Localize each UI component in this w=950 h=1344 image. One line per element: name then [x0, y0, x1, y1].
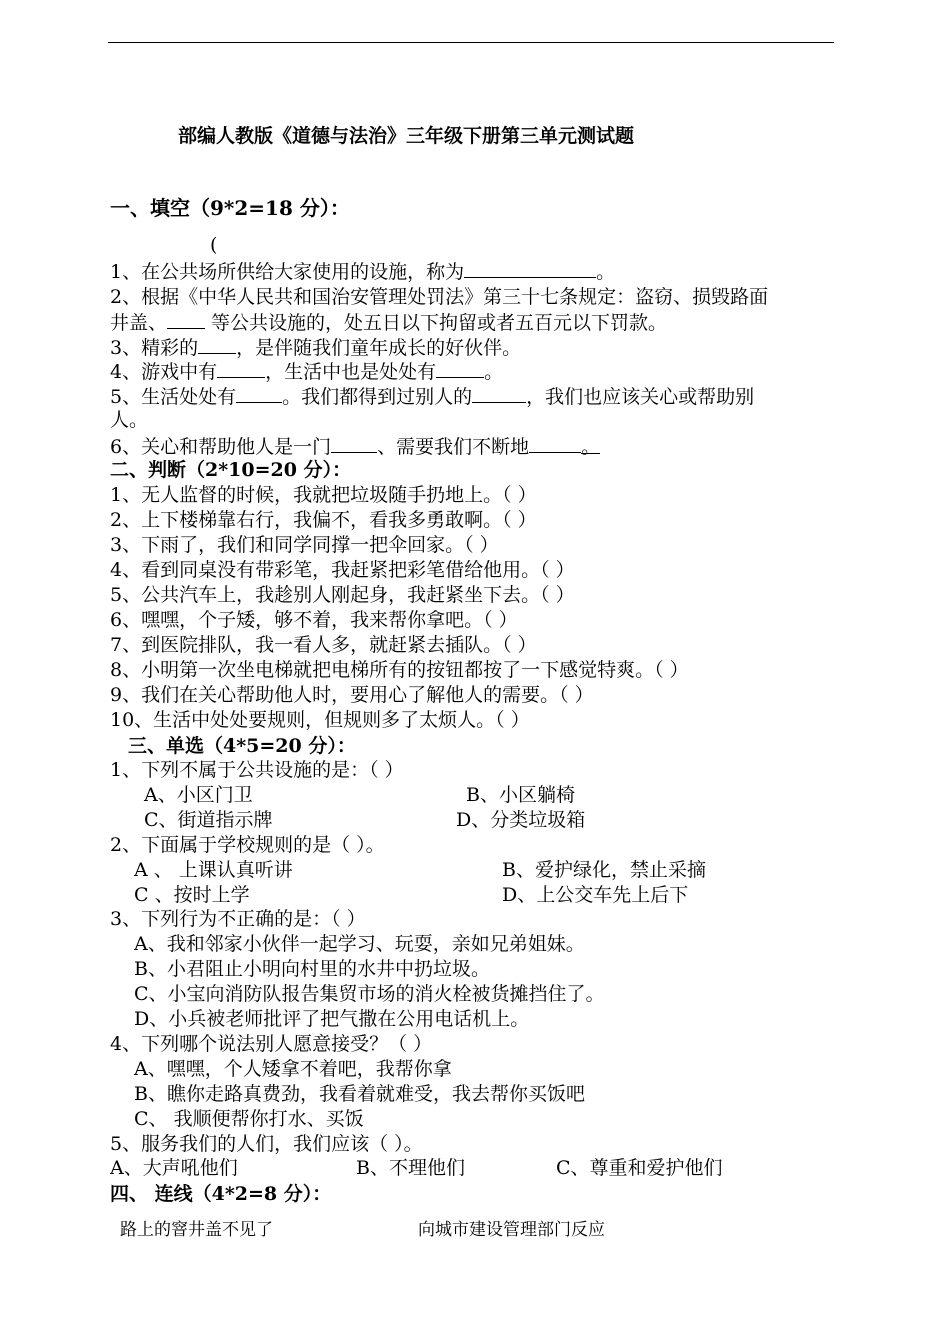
fill-q3: 3、精彩的 ，是伴随我们童年成长的好伙伴。 — [110, 337, 522, 359]
judge-item-7: 7、到医院排队，我一看人多，就赶紧去插队。（ ） — [110, 634, 537, 656]
choice-q5-stem: 5、服务我们的人们，我们应该（ ）。 — [110, 1133, 423, 1155]
fill-q5-line2: 人。 — [110, 409, 149, 431]
match-left-item-1[interactable]: 路上的窨井盖不见了 — [120, 1220, 273, 1240]
choice-q3-stem: 3、下列行为不正确的是：（ ） — [110, 908, 366, 930]
fill-q5-line1: 5、生活处处有 。我们都得到过别人的 ，我们也应该关心或帮助别 — [110, 386, 755, 408]
fill-q2-line1: 2、根据《中华人民共和国治安管理处罚法》第三十七条规定：盗窃、损毁路面 — [110, 286, 769, 308]
fill-q6: 6、关心和帮助他人是一门 、需要我们不断地 。 — [110, 436, 601, 458]
section-2-heading: 二、判断（2*10=20 分）： — [110, 459, 352, 481]
fill-q5-blank-2[interactable] — [472, 384, 526, 403]
choice-q5-option-c: C、尊重和爱护他们 — [556, 1157, 723, 1179]
fill-q6-blank-1[interactable] — [331, 434, 377, 453]
choice-q4-stem: 4、下列哪个说法别人愿意接受？（ ） — [110, 1033, 433, 1055]
choice-q5-option-a: A、大声吼他们 — [110, 1157, 238, 1179]
choice-q1-option-a: A、小区门卫 — [144, 784, 253, 806]
choice-q1-option-c: C、街道指示牌 — [144, 809, 273, 831]
judge-item-3: 3、下雨了，我们和同学同撑一把伞回家。（ ） — [110, 534, 499, 556]
judge-item-6: 6、嘿嘿，个子矮，够不着，我来帮你拿吧。（ ） — [110, 609, 518, 631]
fill-q2-blank[interactable] — [167, 310, 205, 329]
fill-q1: 1、在公共场所供给大家使用的设施，称为 。 — [110, 261, 616, 283]
choice-q1-option-d: D、分类垃圾箱 — [456, 809, 586, 831]
stray-paren: ( — [210, 234, 218, 256]
fill-q1-blank[interactable] — [464, 259, 596, 278]
choice-q2-option-d: D、上公交车先上后下 — [502, 884, 689, 906]
fill-q1-text: 1、在公共场所供给大家使用的设施，称为 — [110, 261, 465, 283]
section-4-heading: 四、 连线（4*2=8 分）： — [110, 1183, 332, 1205]
choice-q4-option-c: C、 我顺便帮你打水、买饭 — [134, 1108, 364, 1130]
fill-q2-line2: 井盖、 等公共设施的，处五日以下拘留或者五百元以下罚款。 — [110, 312, 668, 334]
fill-q4: 4、游戏中有 ，生活中也是处处有 。 — [110, 361, 504, 383]
judge-item-10: 10、生活中处处要规则，但规则多了太烦人。（ ） — [110, 709, 530, 731]
choice-q4-option-b: B、瞧你走路真费劲，我看着就难受，我去帮你买饭吧 — [134, 1083, 585, 1105]
judge-item-8: 8、小明第一次坐电梯就把电梯所有的按钮都按了一下感觉特爽。（ ） — [110, 659, 689, 681]
header-rule — [108, 42, 834, 43]
choice-q5-option-b: B、不理他们 — [356, 1157, 465, 1179]
match-right-item-1[interactable]: 向城市建设管理部门反应 — [418, 1220, 605, 1240]
choice-q3-option-d: D、小兵被老师批评了把气撒在公用电话机上。 — [134, 1008, 530, 1030]
choice-q2-option-b: B、爱护绿化，禁止采摘 — [502, 859, 706, 881]
choice-q2-stem: 2、下面属于学校规则的是（ ）。 — [110, 834, 385, 856]
choice-q1-option-b: B、小区躺椅 — [466, 784, 575, 806]
choice-q2-option-a: A 、 上课认真听讲 — [134, 859, 293, 881]
choice-q2-option-c: C 、按时上学 — [134, 884, 250, 906]
choice-q3-option-a: A、我和邻家小伙伴一起学习、玩耍，亲如兄弟姐妹。 — [134, 933, 585, 955]
judge-item-1: 1、无人监督的时候，我就把垃圾随手扔地上。（ ） — [110, 484, 537, 506]
choice-q3-option-c: C、小宝向消防队报告集贸市场的消火栓被货摊挡住了。 — [134, 983, 605, 1005]
page-title: 部编人教版《道德与法治》三年级下册第三单元测试题 — [178, 125, 635, 147]
fill-q4-blank-2[interactable] — [436, 359, 484, 378]
fill-q5-blank-1[interactable] — [236, 384, 282, 403]
fill-q4-blank-1[interactable] — [217, 359, 265, 378]
choice-q4-option-a: A、嘿嘿，个人矮拿不着吧，我帮你拿 — [134, 1058, 452, 1080]
section-3-heading: 三、单选（4*5=20 分）： — [128, 735, 356, 757]
judge-item-9: 9、我们在关心帮助他人时，要用心了解他人的需要。（ ） — [110, 684, 594, 706]
section-1-heading: 一、填空（9*2=18 分）： — [110, 196, 350, 220]
fill-q6-blank-2[interactable] — [529, 434, 581, 453]
judge-item-2: 2、上下楼梯靠右行，我偏不，看我多勇敢啊。（ ） — [110, 509, 537, 531]
judge-item-4: 4、看到同桌没有带彩笔，我赶紧把彩笔借给他用。（ ） — [110, 559, 575, 581]
fill-q3-blank[interactable] — [198, 335, 236, 354]
choice-q3-option-b: B、小君阻止小明向村里的水井中扔垃圾。 — [134, 958, 490, 980]
judge-item-5: 5、公共汽车上，我趁别人刚起身，我赶紧坐下去。（ ） — [110, 584, 575, 606]
choice-q1-stem: 1、下列不属于公共设施的是：（ ） — [110, 759, 404, 781]
